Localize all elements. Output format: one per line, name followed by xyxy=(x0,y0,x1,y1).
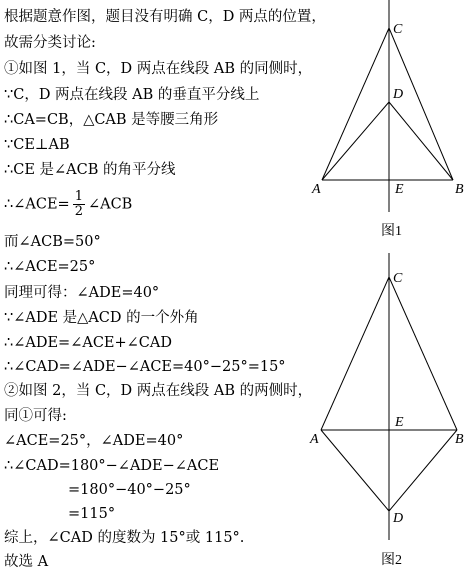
solution-line: ∵∠ADE 是△ACD 的一个外角 xyxy=(4,310,199,326)
fraction-line-rhs: ∠ACB xyxy=(87,196,133,213)
fraction-denominator: 2 xyxy=(74,204,83,219)
fig1-label-d: D xyxy=(393,87,404,102)
fraction-numerator: 1 xyxy=(74,189,83,204)
solution-line: 故需分类讨论: xyxy=(4,35,96,51)
solution-line: ∴∠CAD=180°−∠ADE−∠ACE xyxy=(4,458,220,474)
fig2-label-b: B xyxy=(455,432,464,447)
fig2-label-d: D xyxy=(393,511,404,526)
fig1-segment-bc xyxy=(389,28,453,180)
fig1-caption: 图1 xyxy=(381,224,402,239)
solution-line: 根据题意作图，题目没有明确 C，D 两点的位置， xyxy=(4,9,326,25)
fig1-label-c: C xyxy=(393,22,403,37)
fig1-segment-ac xyxy=(322,28,389,180)
solution-line: 同①可得: xyxy=(4,408,67,424)
solution-line: 而∠ACB=50° xyxy=(4,234,101,250)
solution-line: =115° xyxy=(68,506,116,522)
solution-line: 同理可得：∠ADE=40° xyxy=(4,285,160,301)
solution-line: ∵CE⊥AB xyxy=(4,137,70,153)
figure-1 xyxy=(322,0,453,212)
solution-line: =180°−40°−25° xyxy=(68,482,191,498)
solution-line: ①如图 1，当 C，D 两点在线段 AB 的同侧时， xyxy=(4,61,313,77)
fig2-segment-bc xyxy=(389,277,457,430)
figure-2 xyxy=(321,253,457,540)
fig1-segment-bd xyxy=(389,102,453,180)
solution-line: ∴∠ACE=25° xyxy=(4,259,96,275)
fig2-label-a: A xyxy=(310,432,319,447)
fig2-label-c: C xyxy=(393,271,403,286)
fig1-label-b: B xyxy=(455,182,464,197)
fig2-segment-bd xyxy=(389,430,457,511)
solution-line: ∴∠ADE=∠ACE+∠CAD xyxy=(4,335,172,351)
fig1-label-a: A xyxy=(312,182,321,197)
solution-line: 故选 A xyxy=(4,554,49,570)
fig2-segment-ad xyxy=(321,430,389,511)
solution-line: ∴CA=CB，△CAB 是等腰三角形 xyxy=(4,112,219,128)
solution-line: ∴CE 是∠ACB 的角平分线 xyxy=(4,162,176,178)
solution-line: ∠ACE=25°，∠ADE=40° xyxy=(4,433,184,449)
solution-line: ②如图 2，当 C，D 两点在线段 AB 的两侧时， xyxy=(4,383,313,399)
solution-line: ∴∠CAD=∠ADE−∠ACE=40°−25°=15° xyxy=(4,359,286,375)
solution-line: 综上，∠CAD 的度数为 15°或 115°. xyxy=(4,530,245,546)
solution-line: ∵C，D 两点在线段 AB 的垂直平分线上 xyxy=(4,87,260,103)
fig2-label-e: E xyxy=(395,415,404,430)
fig1-label-e: E xyxy=(395,182,404,197)
fig2-segment-ac xyxy=(321,277,389,430)
fig2-caption: 图2 xyxy=(381,553,402,568)
fraction-line-lhs: ∴∠ACE= xyxy=(4,196,70,213)
fig1-segment-ad xyxy=(322,102,389,180)
